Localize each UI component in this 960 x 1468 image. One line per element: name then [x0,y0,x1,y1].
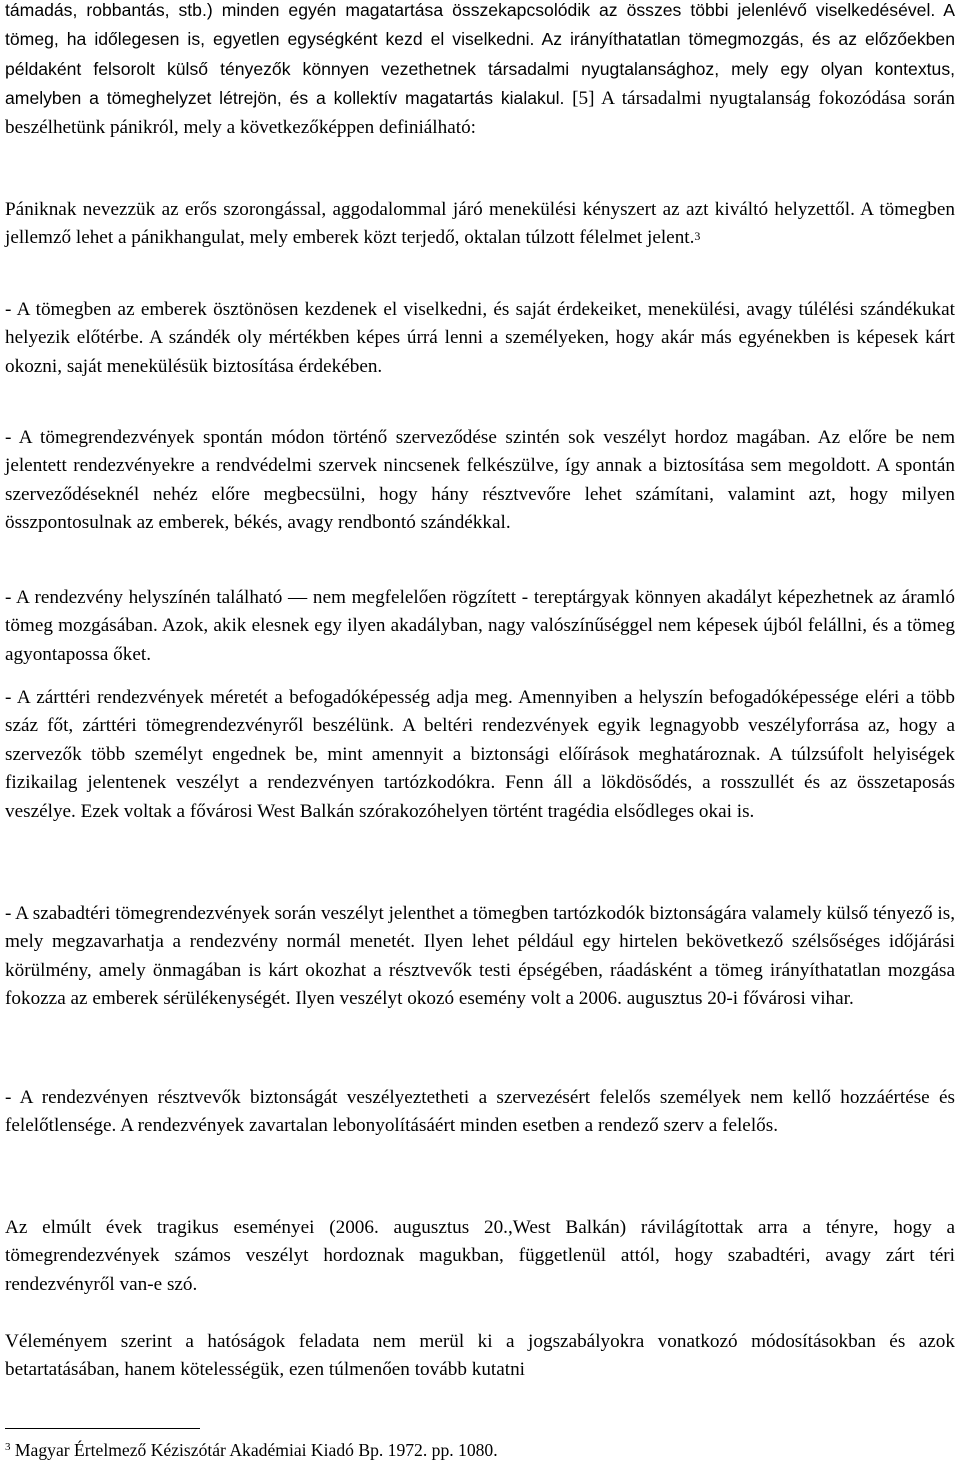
footnote [5,1436,955,1464]
paragraph-intro [5,0,955,142]
bullet-indoor-text: - A zárttéri rendezvények méretét a befogadóképesség adja meg. Amennyiben a helyszín befogadóképessége eléri a több száz főt, zárttéri tömegrendezvényről beszélünk. A beltéri rendezvények egyik legnagyobb veszélyforrása az, hogy a szervezők több személyt engednek be, mint amennyit a biztonsági előírások meghatároznak. A túlzsúfolt helyiségek fizikailag jelentenek veszélyt a rendezvényen tartózkodókra. Fenn áll a lökdösődés, a rosszullét és az összetaposás veszélye. Ezek voltak a fővárosi West Balkán szórakozóhelyen történt tragédia elsődleges okai is. [5,687,955,822]
footnote-reference: 3 [694,229,701,244]
opinion-text: Véleményem szerint a hatóságok feladata nem merül ki a jogszabályokra vonatkozó módosításokban és azok betartatásában, hanem kötelességük, ezen túlmenően tovább kutatni [5,1331,955,1381]
paragraph-bullet-obstacles [5,584,955,669]
bullet-obstacles-text: - A rendezvény helyszínén található — nem megfelelően rögzített - tereptárgyak könnyen akadályt képezhetnek az áramló tömeg mozgásában. Azok, akik elesnek egy ilyen akadályban, nagy valószínűséggel nem képesek újból felállni, és a tömeg agyontapossa őket. [5,587,955,665]
summary-text: Az elmúlt évek tragikus eseményei (2006. augusztus 20.,West Balkán) rávilágítottak arra a tényre, hogy a tömegrendezvények számos veszélyt hordoznak magukban, függetlenül attól, hogy szabadtéri, avagy zárt téri rendezvényről van-e szó. [5,1217,955,1295]
footnote-separator [5,1428,200,1429]
paragraph-bullet-outdoor [5,900,955,1014]
bullet-spontaneous-text: - A tömegrendezvények spontán módon történő szerveződése szintén sok veszélyt hordoz magában. Az előre be nem jelentett rendezvényekre a rendvédelmi szervek nincsenek felkészülve, így annak a biztosítása sem megoldott. A spontán szerveződéseknél nehéz előre megbecsülni, hogy hány résztvevőre lehet számítani, valamint azt, hogy milyen összpontosulnak az emberek, békés, avagy rendbontó szándékkal. [5,427,955,534]
panic-definition-text: Pániknak nevezzük az erős szorongással, aggodalommal járó menekülési kényszert az azt kiváltó helyzettől. A tömegben jellemző lehet a pánikhangulat, mely emberek közt terjedő, oktalan túlzott félelmet jelent. [5,199,955,249]
paragraph-summary [5,1214,955,1299]
intro-tail-text: [5] A társadalmi nyugtalanság fokozódása során beszélhetünk pánikról, mely a következőképpen definiálható: [5,88,956,138]
paragraph-bullet-indoor [5,684,955,826]
paragraph-opinion [5,1328,955,1385]
paragraph-bullet-instinct [5,296,955,381]
paragraph-bullet-organizers [5,1084,955,1141]
bullet-instinct-text: - A tömegben az emberek ösztönösen kezdenek el viselkedni, és saját érdekeiket, menekülési, avagy túlélési szándékukat helyezik előtérbe. A szándék oly mértékben képes úrrá lenni a személyeken, hogy akár más egyénekben is képesek kárt okozni, saját menekülésük biztosítása érdekében. [5,299,955,377]
bullet-organizers-text: - A rendezvényen résztvevők biztonságát veszélyeztetheti a szervezésért felelős személyek nem kellő hozzáértése és felelőtlensége. A rendezvények zavartalan lebonyolításáért minden esetben a rendező szerv a felelős. [5,1087,955,1137]
intro-text: támadás, robbantás, stb.) minden egyén magatartása összekapcsolódik az összes többi jelenlévő viselkedésével. A tömeg, ha időlegesen is, egyetlen egységként kezd el viselkedni. Az irányíthatatlan tömegmozgás, és az előzőekben példaként felsorolt külső tényezők könnyen vezethetnek társadalmi nyugtalansághoz, mely egy olyan kontextus, amelyben a tömeghelyzet létrejön, és a kollektív magatartás kialakul. [5,0,955,109]
paragraph-bullet-spontaneous [5,424,955,538]
footnote-number: 3 [5,1441,11,1453]
footnote-text: Magyar Értelmező Kéziszótár Akadémiai Kiadó Bp. 1972. pp. 1080. [10,1440,498,1460]
paragraph-panic-definition [5,196,955,253]
bullet-outdoor-text: - A szabadtéri tömegrendezvények során veszélyt jelenthet a tömegben tartózkodók biztonságára valamely külső tényező is, mely megzavarhatja a rendezvény normál menetét. Ilyen lehet például egy hirtelen bekövetkező szélsőséges időjárási körülmény, amely önmagában is kárt okozhat a résztvevők testi épségében, ráadásként a tömeg irányíthatatlan mozgása fokozza az emberek sérülékenységét. Ilyen veszélyt okozó esemény volt a 2006. augusztus 20-i fővárosi vihar. [5,903,955,1010]
